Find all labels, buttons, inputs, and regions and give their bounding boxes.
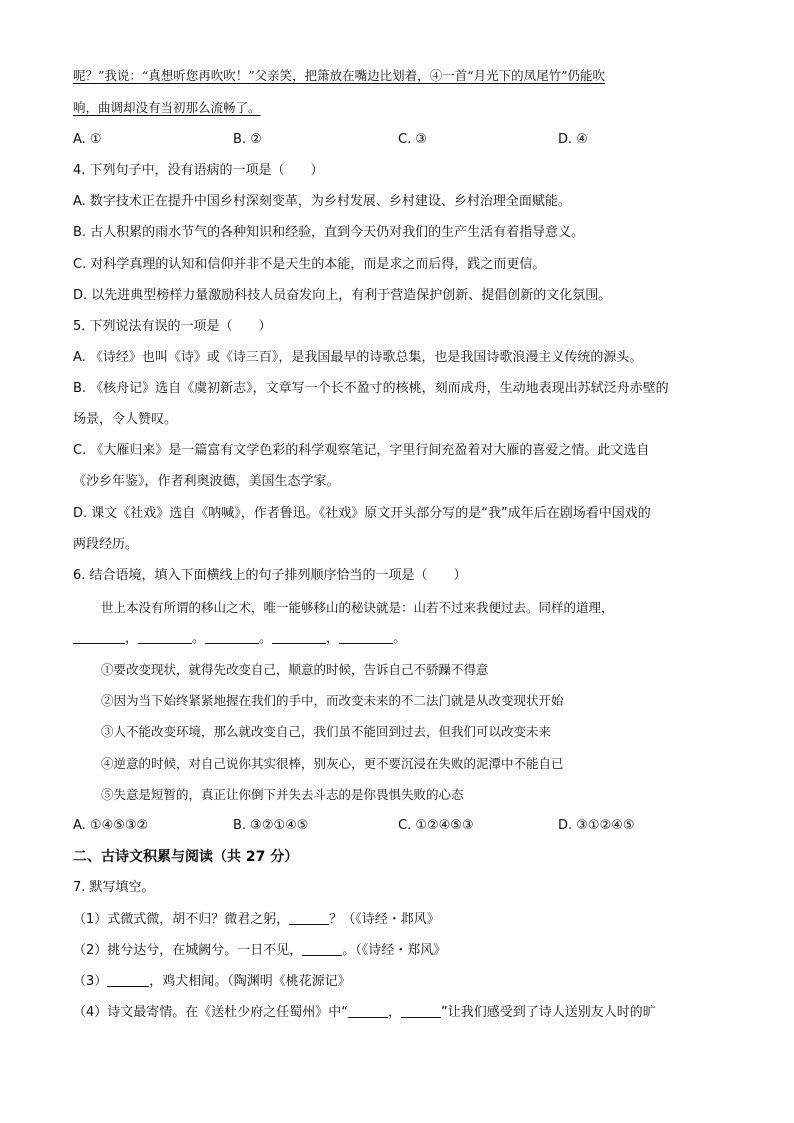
section-2-heading: 二、古诗文积累与阅读（共 27 分）: [73, 849, 299, 865]
q5-option-b[interactable]: B. 《核舟记》选自《虞初新志》，文章写一个长不盈寸的核桃，刻而成舟，生动地表现出苏轼泛舟赤壁的: [73, 381, 669, 396]
q7-fill-3-text: ，鸡犬相闻。（陶渊明《桃花源记》: [149, 974, 351, 989]
q7-fill-3: [73, 972, 351, 992]
q7-fill-4-sep: ，: [388, 1005, 402, 1020]
q5-option-b-cont: 场景，令人赞叹。: [73, 412, 178, 427]
q7-fill-4-text: （4）诗文最寄情。在《送杜少府之任蜀州》中“: [73, 1005, 349, 1020]
q3-passage-line-2: [73, 98, 261, 118]
q6-context: 世上本没有所谓的移山之术，唯一能够移山的秘诀就是：山若不过来我便过去。同样的道理，: [101, 600, 614, 615]
q3-option-a[interactable]: A. ①: [73, 132, 102, 147]
q6-option-c[interactable]: C. ①②④⑤③: [398, 818, 474, 833]
q4-option-c[interactable]: C. 对科学真理的认知和信仰并非不是天生的本能，而是求之而后得，践之而更信。: [73, 257, 546, 272]
q6-item-5: ⑤失意是短暂的，真正让你倒下并失去斗志的是你畏惧失败的心态: [101, 787, 464, 802]
q7-fill-3-label: （3）: [73, 974, 108, 989]
q6-option-b[interactable]: B. ③②①④⑤: [233, 818, 309, 833]
q6-blank-2[interactable]: [138, 629, 192, 644]
q7-fill-4: [73, 1003, 656, 1023]
q5-option-a[interactable]: A. 《诗经》也叫《诗》或《诗三百》，是我国最早的诗歌总集，也是我国诗歌浪漫主义传统的源头。: [73, 350, 643, 365]
q5-option-d[interactable]: D. 课文《社戏》选自《呐喊》，作者鲁迅。《社戏》原文开头部分写的是“我”成年后在剧场看中国戏的: [73, 506, 651, 521]
q7-fill-1-blank[interactable]: [289, 910, 329, 925]
q4-option-a[interactable]: A. 数字技术正在提升中国乡村深刻变革，为乡村发展、乡村建设、乡村治理全面赋能。: [73, 194, 571, 209]
q6-blank-5[interactable]: [339, 629, 393, 644]
q7-fill-1-source: ？（《诗经・邶风》: [329, 912, 440, 927]
q6-item-3: ③人不能改变环境，那么就改变自己，我们虽不能回到过去，但我们可以改变未来: [101, 724, 552, 739]
q3-passage-line-1: [73, 66, 605, 86]
q6-blank-1[interactable]: [73, 629, 125, 644]
q7-fill-1-text: （1）式微式微，胡不归？微君之躬，: [73, 912, 290, 927]
q6-blanks: [73, 629, 406, 649]
q6-option-d[interactable]: D. ③①②④⑤: [558, 818, 635, 833]
q7-fill-4-blank-2[interactable]: [401, 1003, 441, 1018]
q6-sep-2: 。: [192, 631, 206, 646]
q6-item-1: ①要改变现状，就得先改变自己，顺意的时候，告诉自己不骄躁不得意: [101, 662, 489, 677]
q7-stem: 7. 默写填空。: [73, 880, 155, 895]
q4-stem: 4. 下列句子中，没有语病的一项是（ ）: [73, 163, 324, 178]
q6-sep-5: 。: [393, 631, 407, 646]
q7-fill-4-text-2: ”让我们感受到了诗人送别友人时的旷: [441, 1005, 656, 1020]
q3-underlined-sentence-4: ④一首“月光下的凤尾竹”仍能吹: [429, 68, 605, 83]
q6-option-a[interactable]: A. ①④⑤③②: [73, 818, 149, 833]
q7-fill-2-source: 。（《诗经・郑风》: [342, 943, 447, 958]
q7-fill-2-text: （2）挑兮达兮，在城阙兮。一日不见，: [73, 943, 303, 958]
q7-fill-3-blank[interactable]: [107, 972, 149, 987]
q7-fill-4-blank-1[interactable]: [348, 1003, 388, 1018]
q7-fill-2-blank[interactable]: [302, 941, 342, 956]
q6-item-4: ④逆意的时候，对自己说你其实很棒，别灰心，更不要沉浸在失败的泥潭中不能自已: [101, 756, 564, 771]
q6-blank-3[interactable]: [205, 629, 259, 644]
q6-sep-4: ，: [326, 631, 340, 646]
q3-option-d[interactable]: D. ④: [558, 132, 588, 147]
q5-option-d-cont: 两段经历。: [73, 537, 139, 552]
q4-option-b[interactable]: B. 古人积累的雨水节气的各种知识和经验，直到今天仍对我们的生产生活有着指导意义。: [73, 225, 585, 240]
q3-passage-text-2: 响，曲调却没有当初那么流畅了。: [73, 100, 261, 115]
q3-passage-text: 呢？”我说：“真想听您再吹吹！”父亲笑，把箫放在嘴边比划着，: [73, 68, 430, 83]
q7-fill-1: [73, 910, 440, 930]
q3-option-c[interactable]: C. ③: [398, 132, 427, 147]
q5-option-c-cont: 《沙乡年鉴》，作者利奥波德，美国生态学家。: [73, 474, 340, 489]
q5-stem: 5. 下列说法有误的一项是（ ）: [73, 319, 272, 334]
q5-option-c[interactable]: C. 《大雁归来》是一篇富有文学色彩的科学观察笔记，字里行间充盈着对大雁的喜爱之情。此文选自: [73, 443, 650, 458]
q6-sep-3: 。: [259, 631, 273, 646]
q6-item-2: ②因为当下始终紧紧地握在我们的手中，而改变未来的不二法门就是从改变现状开始: [101, 693, 564, 708]
q6-stem: 6. 结合语境，填入下面横线上的句子排列顺序恰当的一项是（ ）: [73, 568, 467, 583]
q6-blank-4[interactable]: [272, 629, 326, 644]
q7-fill-2: [73, 941, 446, 961]
q4-option-d[interactable]: D. 以先进典型榜样力量激励科技人员奋发向上，有利于营造保护创新、提倡创新的文化氛围。: [73, 288, 612, 303]
q3-option-b[interactable]: B. ②: [233, 132, 262, 147]
q6-sep-1: ，: [125, 631, 139, 646]
